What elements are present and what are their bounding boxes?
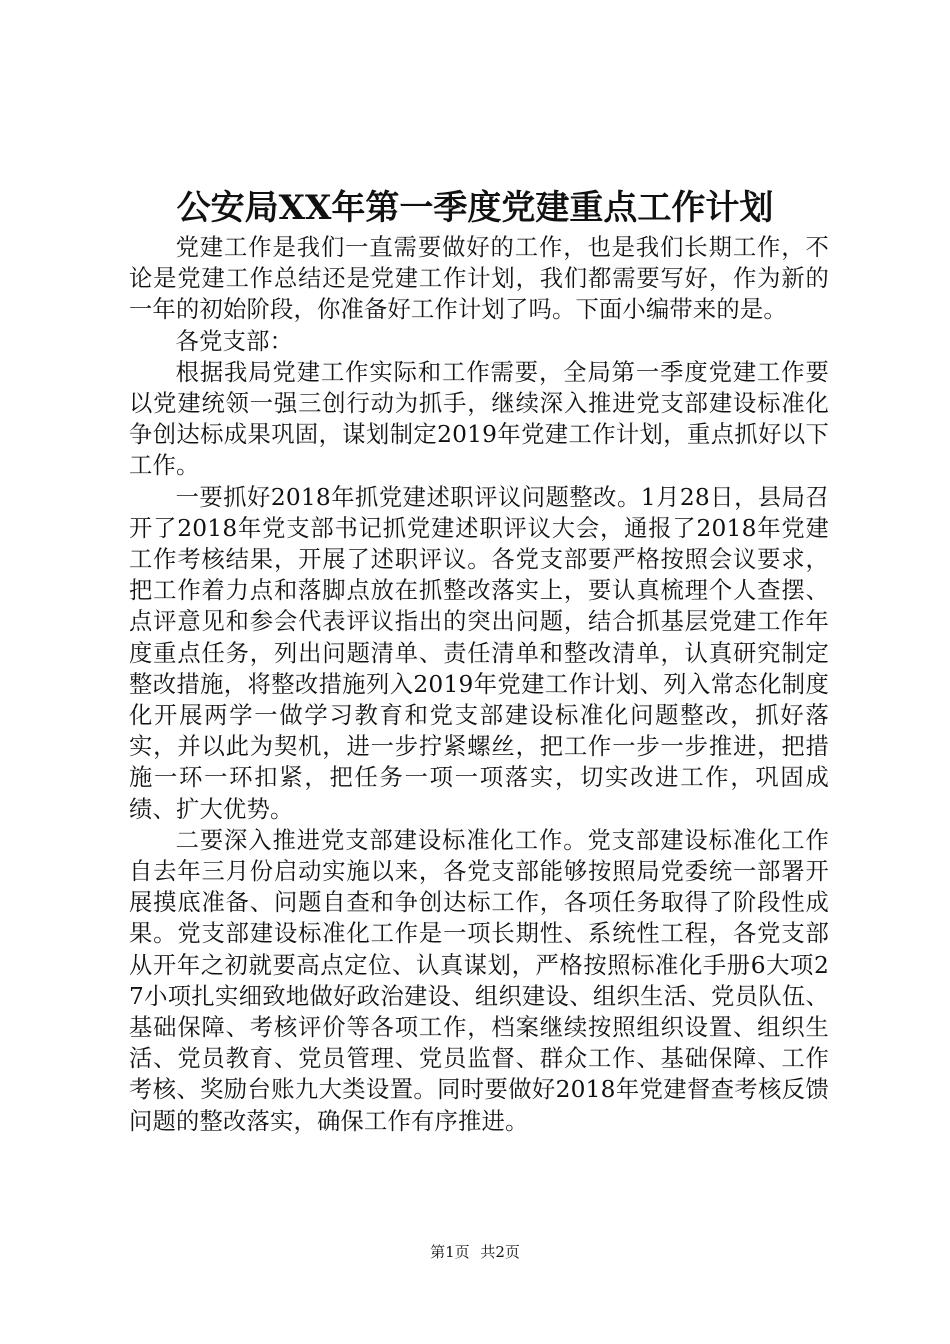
document-title: 公安局XX年第一季度党建重点工作计划 (176, 188, 774, 228)
paragraph-intro: 党建工作是我们一直需要做好的工作，也是我们长期工作，不论是党建工作总结还是党建工作计划，我们都需要写好，作为新的一年的初始阶段，你准备好工作计划了吗。下面小编带来的是。 (129, 234, 829, 324)
document-body (129, 232, 829, 1137)
paragraph-task-one: 一要抓好2018年抓党建述职评议问题整改。1月28日，县局召开了2018年党支部书记抓党建述职评议大会，通报了2018年党建工作考核结果，开展了述职评议。各党支部要严格按照会议要求，把工作着力点和落脚点放在抓整改落实上，要认真梳理个人查摆、点评意见和参会代表评议指出的突出问题，结合抓基层党建工作年度重点任务，列出问题清单、责任清单和整改清单，认真研究制定整改措施，将整改措施列入2019年党建工作计划、列入常态化制度化开展两学一做学习教育和党支部建设标准化问题整改，抓好落实，并以此为契机，进一步拧紧螺丝，把工作一步一步推进，把措施一环一环扣紧，把任务一项一项落实，切实改进工作，巩固成绩、扩大优势。 (129, 483, 829, 823)
paragraph-salutation: 各党支部： (175, 327, 294, 355)
paragraph-overview: 根据我局党建工作实际和工作需要，全局第一季度党建工作要以党建统领一强三创行动为抓手，继续深入推进党支部建设标准化争创达标成果巩固，谋划制定2019年党建工作计划，重点抓好以下工作。 (129, 358, 829, 480)
page-number-total: 共2页 (480, 1243, 520, 1261)
paragraph-task-two: 二要深入推进党支部建设标准化工作。党支部建设标准化工作自去年三月份启动实施以来，各党支部能够按照局党委统一部署开展摸底准备、问题自查和争创达标工作，各项任务取得了阶段性成果。党支部建设标准化工作是一项长期性、系统性工程，各党支部从开年之初就要高点定位、认真谋划，严格按照标准化手册6大项27小项扎实细致地做好政治建设、组织建设、组织生活、党员队伍、基础保障、考核评价等各项工作，档案继续按照组织设置、组织生活、党员教育、党员管理、党员监督、群众工作、基础保障、工作考核、奖励台账九大类设置。同时要做好2018年党建督查考核反馈问题的整改落实，确保工作有序推进。 (129, 826, 829, 1135)
page-number-current: 第1页 (430, 1243, 470, 1261)
page-footer (0, 1242, 950, 1262)
